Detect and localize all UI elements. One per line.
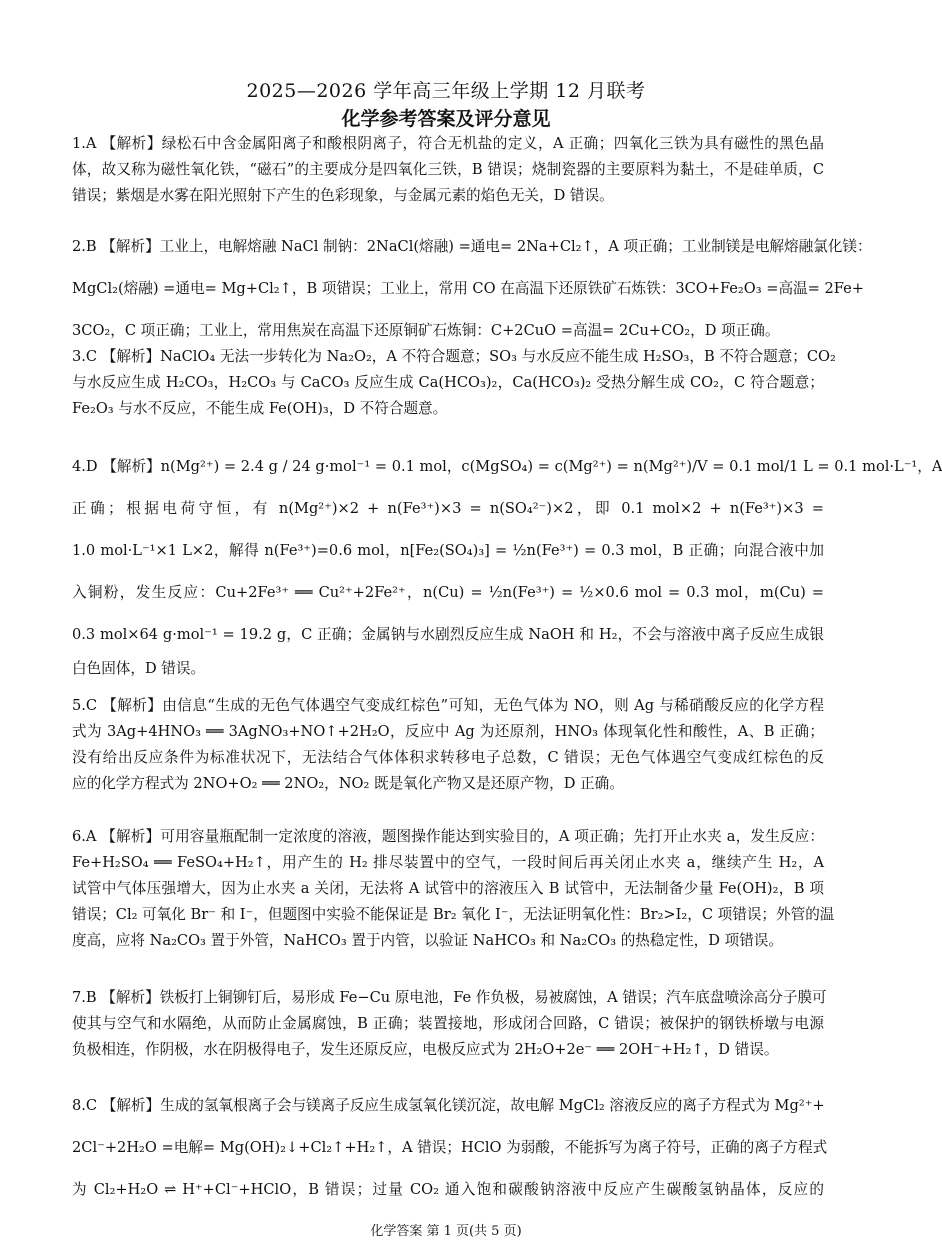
answer-item-5 [72, 693, 824, 797]
text-line: 与水反应生成 H₂CO₃，H₂CO₃ 与 CaCO₃ 反应生成 Ca(HCO₃)₂，Ca(HCO₃)₂ 受热分解生成 CO₂，C 符合题意； [72, 374, 824, 391]
text-line: 式为 3Ag+4HNO₃ ══ 3AgNO₃+NO↑+2H₂O，反应中 Ag 为还原剂，HNO₃ 体现氧化性和酸性，A、B 正确； [72, 723, 824, 740]
text-line: 负极相连，作阴极，水在阴极得电子，发生还原反应，电极反应式为 2H₂O+2e⁻ ══ 2OH⁻+H₂↑，D 错误。 [72, 1041, 779, 1058]
text-line: 6.A 【解析】可用容量瓶配制一定浓度的溶液，题图操作能达到实验目的，A 项正确；先打开止水夹 a，发生反应： [72, 828, 824, 845]
answer-item-6 [72, 824, 835, 954]
answer-item-1 [72, 131, 824, 209]
text-line: 度高，应将 Na₂CO₃ 置于外管，NaHCO₃ 置于内管，以验证 NaHCO₃ 和 Na₂CO₃ 的热稳定性，D 项错误。 [72, 932, 783, 949]
text-line: 7.B 【解析】铁板打上铜铆钉后，易形成 Fe−Cu 原电池，Fe 作负极，易被腐蚀，A 错误；汽车底盘喷涂高分子膜可 [72, 989, 827, 1006]
answer-item-3 [72, 344, 836, 422]
text-line: 5.C 【解析】由信息“生成的无色气体遇空气变成红棕色”可知，无色气体为 NO，则 Ag 与稀硝酸反应的化学方程 [72, 697, 824, 714]
text-line: Fe₂O₃ 与水不反应，不能生成 Fe(OH)₃，D 不符合题意。 [72, 400, 448, 417]
exam-title: 2025—2026 学年高三年级上学期 12 月联考 [246, 80, 646, 102]
page-footer: 化学答案 第 1 页(共 5 页) [370, 1224, 522, 1239]
text-line: 8.C 【解析】生成的氢氧根离子会与镁离子反应生成氢氧化镁沉淀，故电解 MgCl₂ 溶液反应的离子方程式为 Mg²⁺+ [72, 1097, 825, 1114]
text-line: 试管中气体压强增大，因为止水夹 a 关闭，无法将 A 试管中的溶液压入 B 试管中，无法制备少量 Fe(OH)₂，B 项 [72, 880, 824, 897]
text-line: 错误；Cl₂ 可氧化 Br⁻ 和 I⁻，但题图中实验不能保证是 Br₂ 氧化 I⁻，无法证明氧化性：Br₂>I₂，C 项错误；外管的温 [72, 906, 835, 923]
text-line: 为 Cl₂+H₂O ⇌ H⁺+Cl⁻+HClO，B 错误；过量 CO₂ 通入饱和碳酸钠溶液中反应产生碳酸氢钠晶体，反应的 [72, 1181, 824, 1198]
text-line: 正确；根据电荷守恒，有 n(Mg²⁺)×2 + n(Fe³⁺)×3 = n(SO₄²⁻)×2，即 0.1 mol×2 + n(Fe³⁺)×3 = [72, 500, 824, 517]
text-line: MgCl₂(熔融) =通电= Mg+Cl₂↑，B 项错误；工业上，常用 CO 在高温下还原铁矿石炼铁：3CO+Fe₂O₃ =高温= 2Fe+ [72, 280, 864, 297]
text-line: 入铜粉，发生反应：Cu+2Fe³⁺ ══ Cu²⁺+2Fe²⁺，n(Cu) = ½n(Fe³⁺) = ½×0.6 mol = 0.3 mol，m(Cu) = [72, 584, 824, 601]
answer-item-2 [72, 226, 872, 352]
document-subtitle: 化学参考答案及评分意见 [341, 108, 551, 130]
answer-item-4 [72, 446, 942, 682]
text-line: 4.D 【解析】n(Mg²⁺) = 2.4 g / 24 g·mol⁻¹ = 0.1 mol，c(MgSO₄) = c(Mg²⁺) = n(Mg²⁺)/V = 0.1 mol/1 L = 0.1 mol·L⁻¹，A [72, 458, 942, 475]
text-line: 体，故又称为磁性氧化铁，“磁石”的主要成分是四氧化三铁，B 错误；烧制瓷器的主要原料为黏土，不是硅单质，C [72, 161, 824, 178]
text-line: 没有给出反应条件为标准状况下，无法结合气体体积求转移电子总数，C 错误；无色气体遇空气变成红棕色的反 [72, 749, 824, 766]
text-line: 3CO₂，C 项正确；工业上，常用焦炭在高温下还原铜矿石炼铜：C+2CuO =高温= 2Cu+CO₂，D 项正确。 [72, 322, 780, 339]
answer-item-8 [72, 1085, 828, 1211]
text-line: 1.0 mol·L⁻¹×1 L×2，解得 n(Fe³⁺)=0.6 mol，n[Fe₂(SO₄)₃] = ½n(Fe³⁺) = 0.3 mol，B 正确；向混合液中加 [72, 542, 824, 559]
text-line: 2.B 【解析】工业上，电解熔融 NaCl 制钠：2NaCl(熔融) =通电= 2Na+Cl₂↑，A 项正确；工业制镁是电解熔融氯化镁： [72, 238, 872, 255]
text-line: 1.A 【解析】绿松石中含金属阳离子和酸根阴离子，符合无机盐的定义，A 正确；四氧化三铁为具有磁性的黑色晶 [72, 135, 824, 152]
text-line: 白色固体，D 错误。 [72, 660, 206, 677]
text-line: Fe+H₂SO₄ ══ FeSO₄+H₂↑，用产生的 H₂ 排尽装置中的空气，一段时间后再关闭止水夹 a，继续产生 H₂，A [72, 854, 824, 871]
text-line: 应的化学方程式为 2NO+O₂ ══ 2NO₂，NO₂ 既是氧化产物又是还原产物，D 正确。 [72, 775, 624, 792]
text-line: 2Cl⁻+2H₂O =电解= Mg(OH)₂↓+Cl₂↑+H₂↑，A 错误；HClO 为弱酸，不能拆写为离子符号，正确的离子方程式 [72, 1139, 828, 1156]
text-line: 错误；紫烟是水雾在阳光照射下产生的色彩现象，与金属元素的焰色无关，D 错误。 [72, 187, 614, 204]
text-line: 使其与空气和水隔绝，从而防止金属腐蚀，B 正确；装置接地，形成闭合回路，C 错误；被保护的钢铁桥墩与电源 [72, 1015, 824, 1032]
answer-item-7 [72, 985, 827, 1063]
text-line: 3.C 【解析】NaClO₄ 无法一步转化为 Na₂O₂，A 不符合题意；SO₃ 与水反应不能生成 H₂SO₃，B 不符合题意；CO₂ [72, 348, 836, 365]
text-line: 0.3 mol×64 g·mol⁻¹ = 19.2 g，C 正确；金属钠与水剧烈反应生成 NaOH 和 H₂，不会与溶液中离子反应生成银 [72, 626, 824, 643]
